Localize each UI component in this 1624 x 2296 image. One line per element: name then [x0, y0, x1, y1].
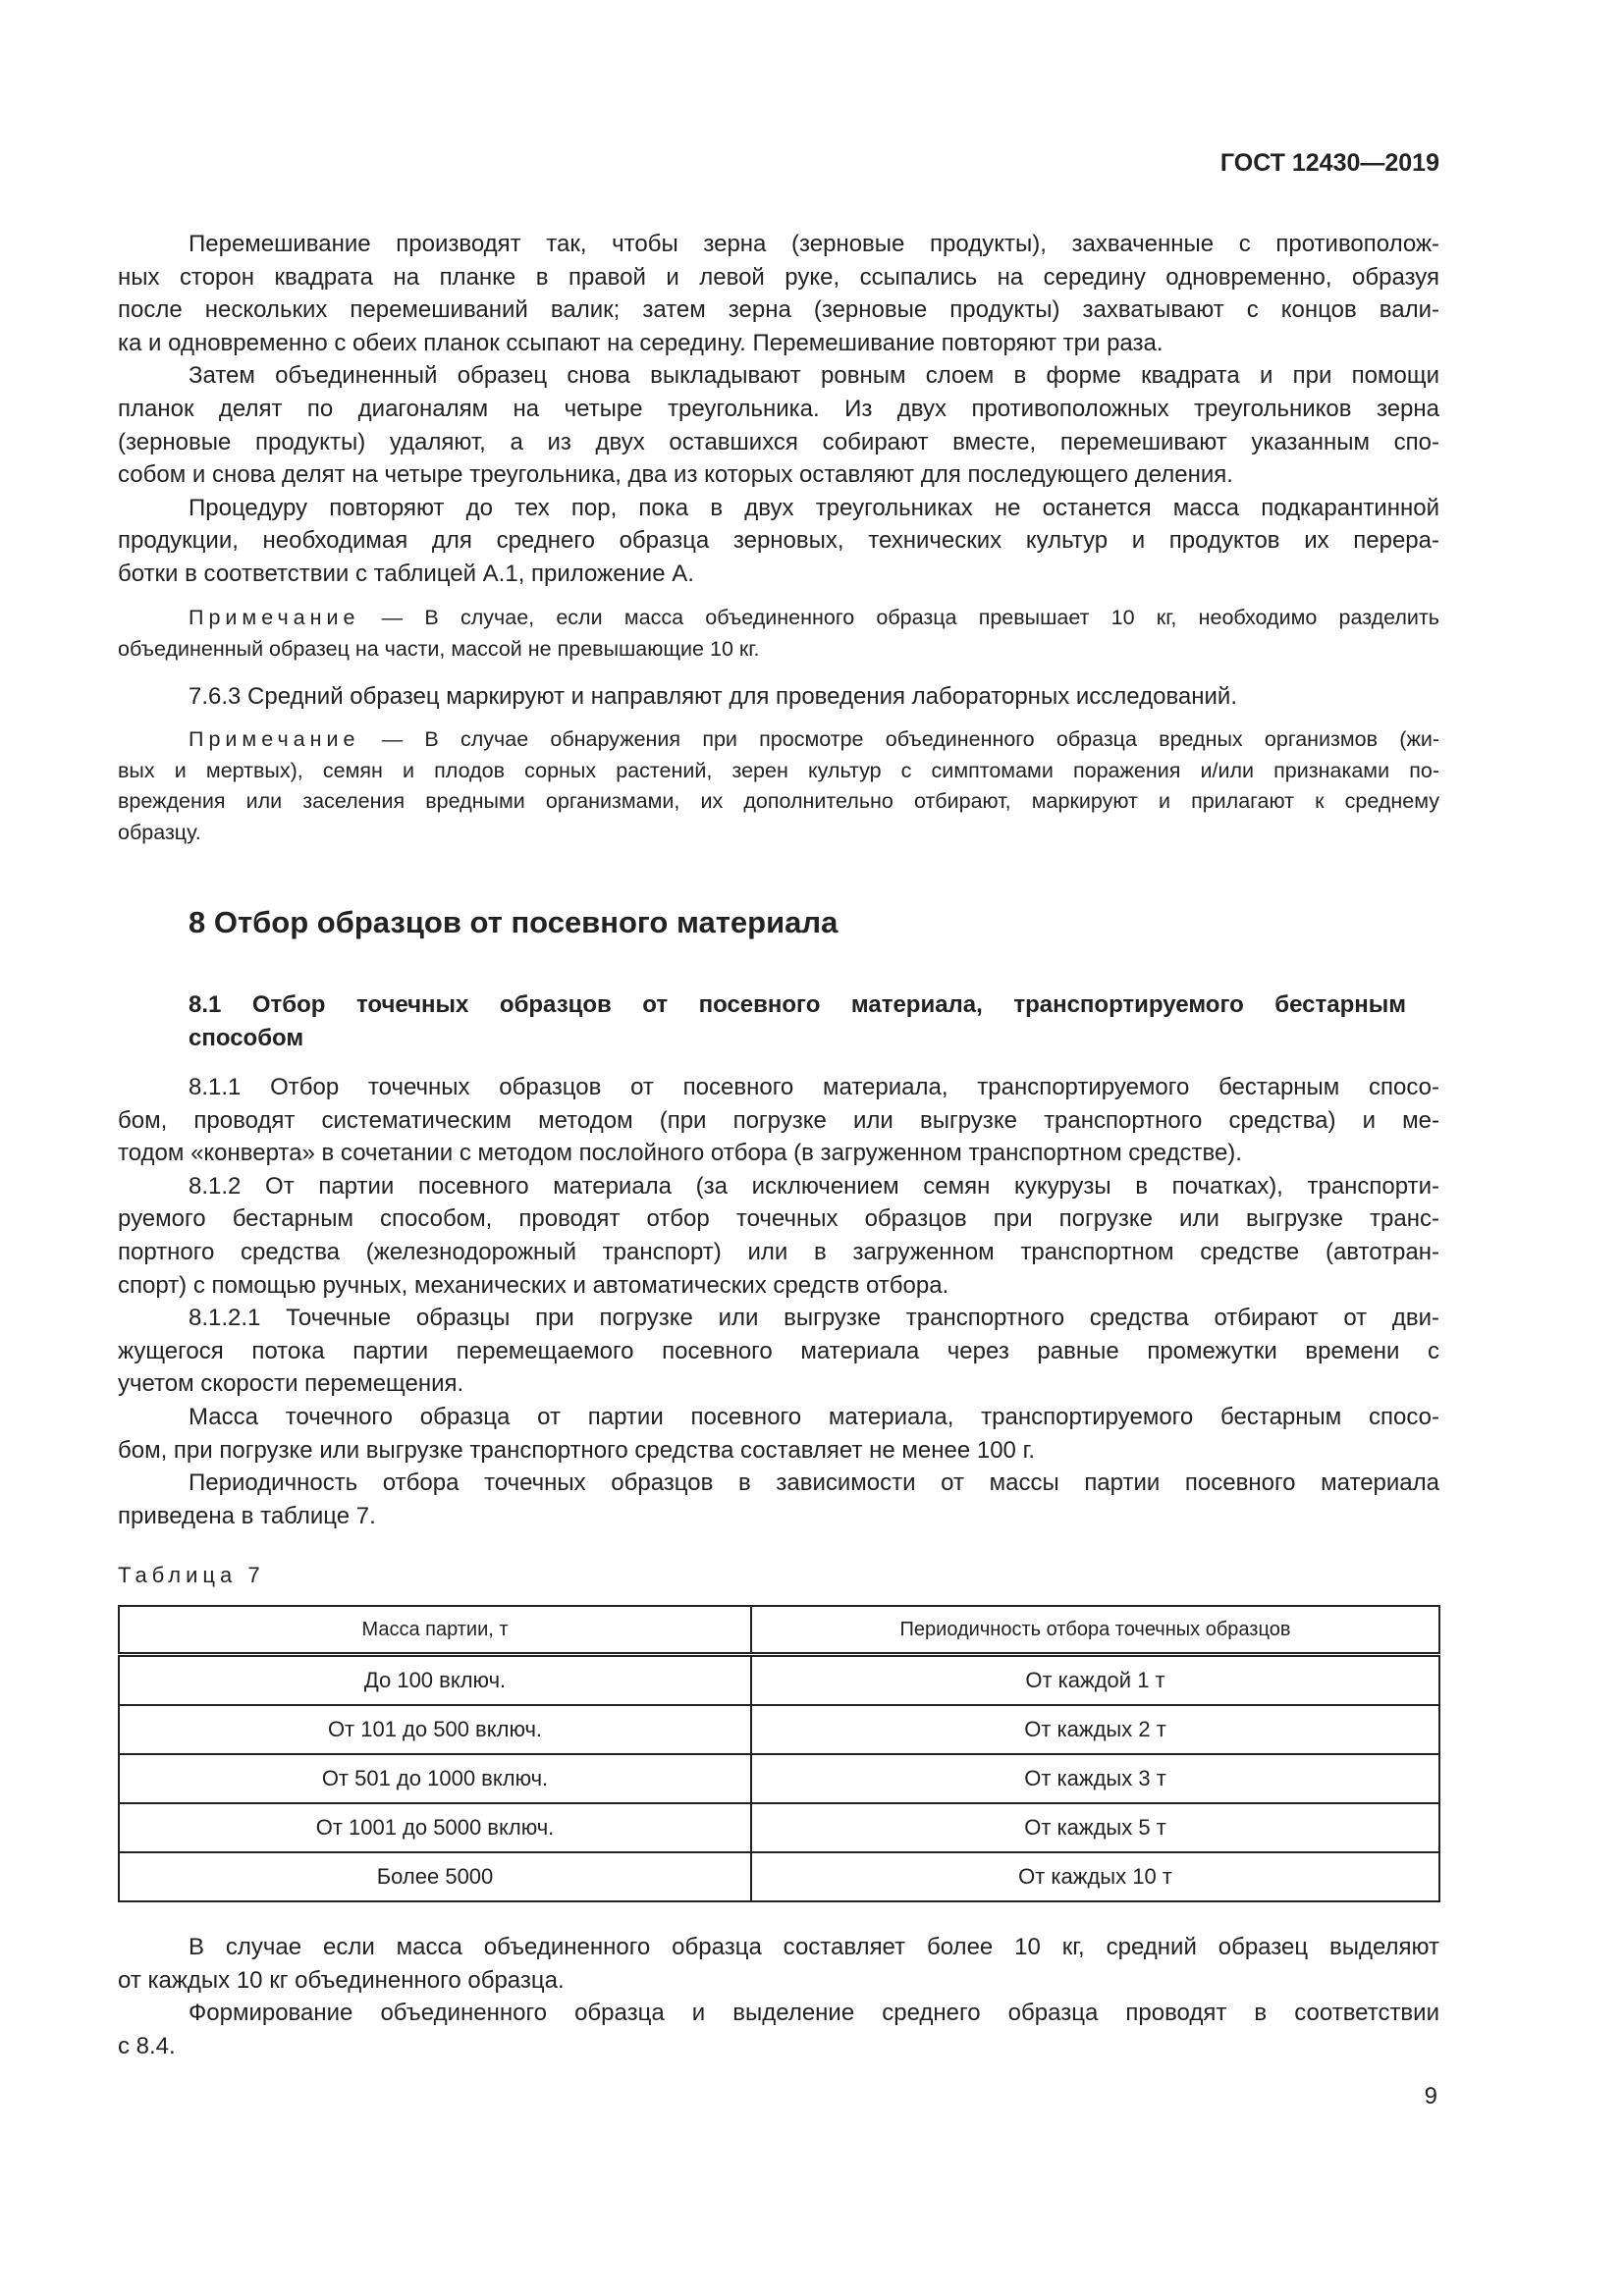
table-cell: От 101 до 500 включ.: [119, 1705, 751, 1754]
text-line: тодом «конверта» в сочетании с методом послойного отбора (в загруженном транспортном средстве).: [118, 1140, 1242, 1167]
note-1: [118, 603, 1439, 665]
text-line: ка и одновременно с обеих планок ссыпают на середину. Перемешивание повторяют три раза.: [118, 329, 1164, 356]
text-line: бом, при погрузке или выгрузке транспортного средства составляет не менее 100 г.: [118, 1436, 1036, 1464]
document-header: ГОСТ 12430—2019: [1219, 149, 1439, 177]
text-line: объединенный образец на части, массой не превышающие 10 кг.: [118, 636, 760, 661]
text-line: продукции, необходимая для среднего образца зерновых, технических культур и продуктов их перера-: [118, 527, 1439, 555]
paragraph-7-6-3: [118, 680, 1439, 714]
table-cell: От каждых 5 т: [751, 1803, 1439, 1852]
text-line: ных сторон квадрата на планке в правой и левой руке, ссыпались на середину одновременно, образуя: [118, 263, 1439, 291]
table-7: [118, 1605, 1440, 1902]
table-cell: Более 5000: [119, 1852, 751, 1901]
text-line: Периодичность отбора точечных образцов в зависимости от массы партии посевного материала: [189, 1469, 1439, 1497]
text-line: с 8.4.: [118, 2032, 176, 2059]
note-2: [118, 724, 1439, 848]
table-cell: От каждой 1 т: [751, 1655, 1439, 1706]
text-line: (зерновые продукты) удаляют, а из двух оставшихся собирают вместе, перемешивают указанным спо-: [118, 428, 1439, 455]
text-line: Масса точечного образца от партии посевного материала, транспортируемого бестарным спосо-: [189, 1403, 1439, 1430]
note-label: Примечание: [189, 606, 360, 629]
text-line: 8.1 Отбор точечных образцов от посевного материала, транспортируемого бестарным: [189, 991, 1406, 1018]
text-line: 8.1.2 От партии посевного материала (за исключением семян кукурузы в початках), транспорти-: [189, 1172, 1439, 1200]
text-line: вреждения или заселения вредными организмами, их дополнительно отбирают, маркируют и прилагают к среднему: [118, 789, 1439, 813]
paragraphs-after-table: [118, 1931, 1439, 2062]
text-line: — В случае обнаружения при просмотре объединенного образца вредных организмов (жи-: [359, 727, 1439, 751]
text-line: учетом скорости перемещения.: [118, 1370, 464, 1398]
table-cell: От 501 до 1000 включ.: [119, 1754, 751, 1803]
text-line: жущегося потока партии перемещаемого посевного материала через равные промежутки времени с: [118, 1337, 1439, 1364]
text-line: руемого бестарным способом, проводят отбор точечных образцов при погрузке или выгрузке транс-: [118, 1205, 1439, 1233]
table-row: [119, 1803, 1439, 1852]
table-cell: От каждых 3 т: [751, 1754, 1439, 1803]
note-label: Примечание: [189, 727, 360, 751]
section-heading-8: 8 Отбор образцов от посевного материала: [189, 905, 839, 939]
text-line: Перемешивание производят так, чтобы зерна (зерновые продукты), захваченные с противополож-: [189, 231, 1439, 257]
text-line: ботки в соответствии с таблицей А.1, приложение А.: [118, 560, 694, 587]
table-row: [119, 1852, 1439, 1901]
table-header-row: [119, 1606, 1439, 1655]
text-line: приведена в таблице 7.: [118, 1502, 376, 1529]
table-row: [119, 1754, 1439, 1803]
text-line: планок делят по диагоналям на четыре треугольника. Из двух противоположных треугольников зерна: [118, 395, 1439, 422]
paragraphs-8-1: [118, 1071, 1439, 1532]
text-line: собом и снова делят на четыре треугольника, два из которых оставляют для последующего деления.: [118, 461, 1233, 489]
text-line: — В случае, если масса объединенного образца превышает 10 кг, необходимо разделить: [359, 606, 1439, 629]
text-line: В случае если масса объединенного образца составляет более 10 кг, средний образец выделяют: [189, 1934, 1439, 1960]
table-row: [119, 1705, 1439, 1754]
column-header: Периодичность отбора точечных образцов: [751, 1606, 1439, 1655]
text-line: 8.1.1 Отбор точечных образцов от посевного материала, транспортируемого бестарным спосо-: [189, 1074, 1439, 1100]
text-line: 7.6.3 Средний образец маркируют и направляют для проведения лабораторных исследований.: [189, 683, 1237, 710]
text-line: способом: [189, 1024, 304, 1051]
table-cell: До 100 включ.: [119, 1655, 751, 1706]
text-line: 8.1.2.1 Точечные образцы при погрузке или выгрузке транспортного средства отбирают от дви-: [189, 1305, 1439, 1332]
text-line: Затем объединенный образец снова выкладывают ровным слоем в форме квадрата и при помощи: [189, 362, 1439, 390]
section-heading-8-1: [118, 988, 1439, 1054]
text-line: спорт) с помощью ручных, механических и автоматических средств отбора.: [118, 1271, 949, 1299]
table-cell: От каждых 2 т: [751, 1705, 1439, 1754]
text-line: портного средства (железнодорожный транспорт) или в загруженном транспортном средстве (автотран-: [118, 1238, 1439, 1265]
paragraphs-mixing: [118, 228, 1439, 591]
text-line: образцу.: [118, 820, 201, 844]
text-line: от каждых 10 кг объединенного образца.: [118, 1966, 565, 1994]
text-line: бом, проводят систематическим методом (при погрузке или выгрузке транспортного средства) и ме-: [118, 1106, 1439, 1134]
text-line: после нескольких перемешиваний валик; затем зерна (зерновые продукты) захватывают с концов вали-: [118, 296, 1439, 324]
table-row: [119, 1655, 1439, 1706]
text-line: Формирование объединенного образца и выделение среднего образца проводят в соответствии: [189, 2000, 1439, 2027]
column-header: Масса партии, т: [119, 1606, 751, 1655]
text-line: вых и мертвых), семян и плодов сорных растений, зерен культур с симптомами поражения и/или признаками по-: [118, 758, 1439, 782]
table-caption: Таблица 7: [118, 1563, 265, 1587]
text-line: Процедуру повторяют до тех пор, пока в двух треугольниках не останется масса подкарантинной: [189, 494, 1439, 521]
table-cell: От 1001 до 5000 включ.: [119, 1803, 751, 1852]
page-number: 9: [1424, 2083, 1437, 2109]
table-cell: От каждых 10 т: [751, 1852, 1439, 1901]
